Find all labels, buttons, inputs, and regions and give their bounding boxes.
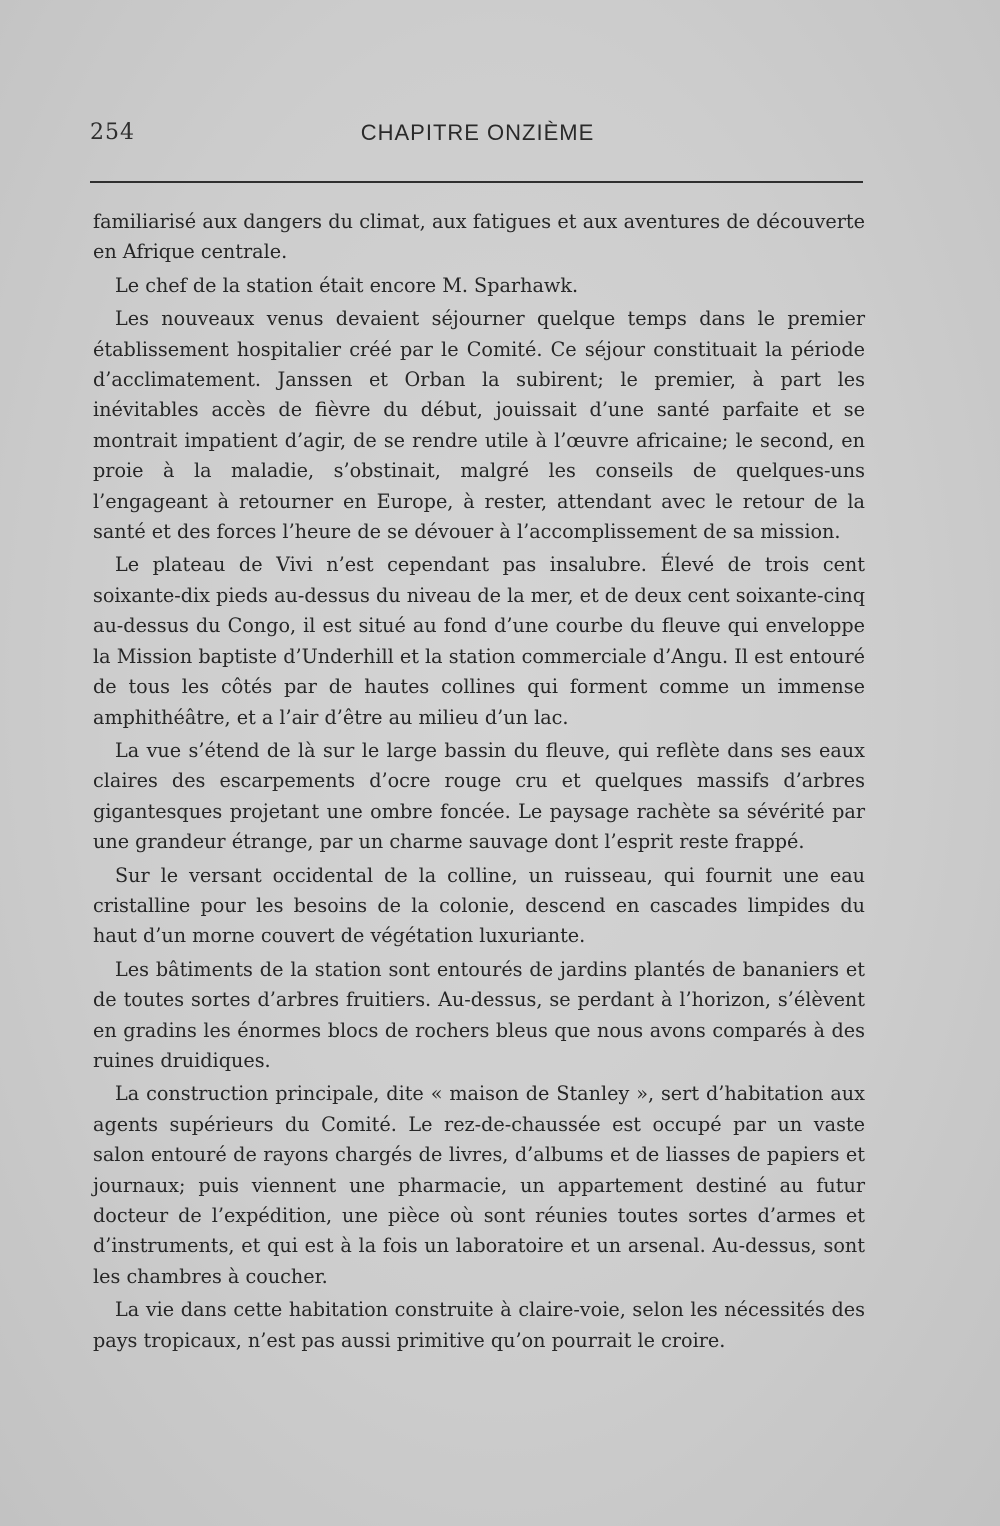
paragraph: Les nouveaux venus devaient séjourner quelque temps dans le premier établissement hospitalier créé par le Comité. Ce séjour constituait la période d’acclimatement. Janssen et Orban la subirent; le premier, à part les inévitables accès de fièvre du début, jouissait d’une santé parfaite et se montrait impatient d’agir, de se rendre utile à l’œuvre africaine; le second, en proie à la maladie, s’obstinait, malgré les conseils de quelques-uns l’engageant à retourner en Europe, à rester, attendant avec le retour de la santé et des forces l’heure de se dévouer à l’accomplissement de sa mission. — [93, 307, 865, 544]
header-rule — [90, 181, 863, 183]
paragraph: Le chef de la station était encore M. Sparhawk. — [115, 273, 579, 297]
paragraph: La vue s’étend de là sur le large bassin du fleuve, qui reflète dans ses eaux claires des escarpements d’ocre rouge cru et quelques massifs d’arbres gigantesques projetant une ombre foncée. Le paysage rachète sa sévérité par une grandeur étrange, par un charme sauvage dont l’esprit reste frappé. — [93, 738, 865, 854]
page-number: 254 — [90, 120, 135, 145]
paragraph: familiarisé aux dangers du climat, aux fatigues et aux aventures de découverte en Afrique centrale. — [93, 210, 865, 264]
body-text — [93, 207, 865, 1359]
paragraph: La vie dans cette habitation construite à claire-voie, selon les nécessités des pays tropicaux, n’est pas aussi primitive qu’on pourrait le croire. — [93, 1298, 865, 1352]
paragraph: Sur le versant occidental de la colline, un ruisseau, qui fournit une eau cristalline pour les besoins de la colonie, descend en cascades limpides du haut d’un morne couvert de végétation luxuriante. — [93, 863, 865, 948]
paragraph: Les bâtiments de la station sont entourés de jardins plantés de bananiers et de toutes sortes d’arbres fruitiers. Au-dessus, se perdant à l’horizon, s’élèvent en gradins les énormes blocs de rochers bleus que nous avons comparés à des ruines druidiques. — [93, 957, 865, 1072]
page-header — [90, 120, 865, 154]
paragraph: La construction principale, dite « maison de Stanley », sert d’habitation aux agents supérieurs du Comité. Le rez-de-chaussée est occupé par un vaste salon entouré de rayons chargés de livres, d’albums et de liasses de papiers et journaux; puis viennent une pharmacie, un appartement destiné au futur docteur de l’expédition, une pièce où sont réunies toutes sortes d’armes et d’instruments, et qui est à la fois un laboratoire et un arsenal. Au-dessus, sont les chambres à coucher. — [93, 1082, 865, 1288]
paragraph: Le plateau de Vivi n’est cependant pas insalubre. Élevé de trois cent soixante-dix pieds au-dessus du niveau de la mer, et de deux cent soixante-cinq au-dessus du Congo, il est situé au fond d’une courbe du fleuve qui enveloppe la Mission baptiste d’Underhill et la station commerciale d’Angu. Il est entouré de tous les côtés par de hautes collines qui forment comme un immense amphithéâtre, et a l’air d’être au milieu d’un lac. — [93, 553, 865, 729]
running-head: CHAPITRE ONZIÈME — [360, 120, 595, 145]
